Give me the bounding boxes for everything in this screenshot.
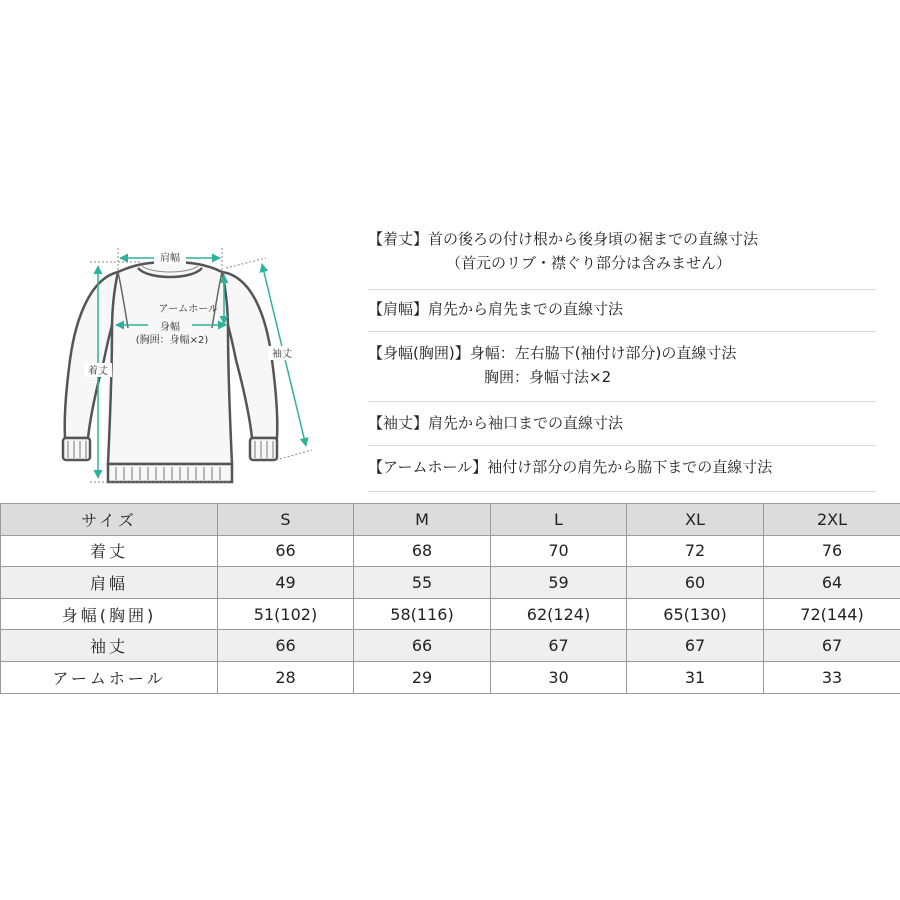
- table-cell: 31: [627, 661, 764, 693]
- table-cell: 67: [764, 630, 900, 662]
- header-size-l: L: [491, 504, 627, 536]
- table-cell: 28: [218, 661, 354, 693]
- body-shape: [108, 262, 232, 464]
- shoulder-label: 肩幅: [160, 253, 180, 264]
- note-length-subline: （首元のリブ・襟ぐり部分は含みません）: [446, 254, 732, 272]
- sweatshirt-diagram-svg: [30, 220, 350, 500]
- sweatshirt-measurement-diagram: [30, 220, 350, 500]
- table-cell: 60: [627, 567, 764, 599]
- note-sleeve: [368, 402, 876, 446]
- table-cell: 51(102): [218, 598, 354, 630]
- table-row: [1, 598, 900, 630]
- note-armhole-line: 【アームホール】袖付け部分の肩先から脇下までの直線寸法: [368, 458, 773, 476]
- table-cell: 59: [491, 567, 627, 599]
- table-cell: 30: [491, 661, 627, 693]
- header-size-m: M: [354, 504, 491, 536]
- table-cell: 76: [764, 535, 900, 567]
- table-cell: 55: [354, 567, 491, 599]
- body-width-note: (胸囲：身幅×2): [135, 335, 209, 346]
- armhole-label: アームホール: [158, 304, 218, 315]
- table-row: [1, 661, 900, 693]
- table-cell: 68: [354, 535, 491, 567]
- header-size-label: サイズ: [1, 504, 218, 536]
- size-table: [0, 503, 900, 694]
- table-row: [1, 535, 900, 567]
- row-label: 肩幅: [1, 567, 218, 599]
- length-label: 着丈: [88, 366, 108, 377]
- table-cell: 64: [764, 567, 900, 599]
- row-label: アームホール: [1, 661, 218, 693]
- table-cell: 65(130): [627, 598, 764, 630]
- table-cell: 66: [218, 535, 354, 567]
- note-body-width: [368, 332, 876, 402]
- note-armhole: [368, 446, 876, 492]
- table-row: [1, 630, 900, 662]
- row-label: 身幅(胸囲): [1, 598, 218, 630]
- table-cell: 70: [491, 535, 627, 567]
- table-cell: 67: [627, 630, 764, 662]
- size-header-row: [1, 504, 900, 536]
- table-cell: 72(144): [764, 598, 900, 630]
- table-cell: 29: [354, 661, 491, 693]
- table-cell: 67: [491, 630, 627, 662]
- table-cell: 33: [764, 661, 900, 693]
- table-cell: 62(124): [491, 598, 627, 630]
- note-sleeve-line: 【袖丈】肩先から袖口までの直線寸法: [368, 414, 624, 432]
- row-label: 着丈: [1, 535, 218, 567]
- table-cell: 66: [354, 630, 491, 662]
- header-size-s: S: [218, 504, 354, 536]
- sleeve-label: 袖丈: [272, 349, 292, 360]
- table-cell: 58(116): [354, 598, 491, 630]
- note-length: [368, 222, 876, 290]
- body-width-label: 身幅: [160, 322, 180, 333]
- header-size-xl: XL: [627, 504, 764, 536]
- hem-rib: [108, 464, 232, 482]
- table-cell: 66: [218, 630, 354, 662]
- note-length-line: 【着丈】首の後ろの付け根から後身頃の裾までの直線寸法: [368, 230, 759, 248]
- header-size-2xl: 2XL: [764, 504, 900, 536]
- table-cell: 49: [218, 567, 354, 599]
- note-shoulder-line: 【肩幅】肩先から肩先までの直線寸法: [368, 300, 624, 318]
- measurement-notes: [368, 222, 876, 492]
- table-row: [1, 567, 900, 599]
- table-cell: 72: [627, 535, 764, 567]
- note-body-width-line: 【身幅(胸囲)】身幅：左右脇下(袖付け部分)の直線寸法: [368, 344, 737, 362]
- note-shoulder: [368, 290, 876, 332]
- row-label: 袖丈: [1, 630, 218, 662]
- note-chest-line: 胸囲：身幅寸法×2: [484, 368, 612, 386]
